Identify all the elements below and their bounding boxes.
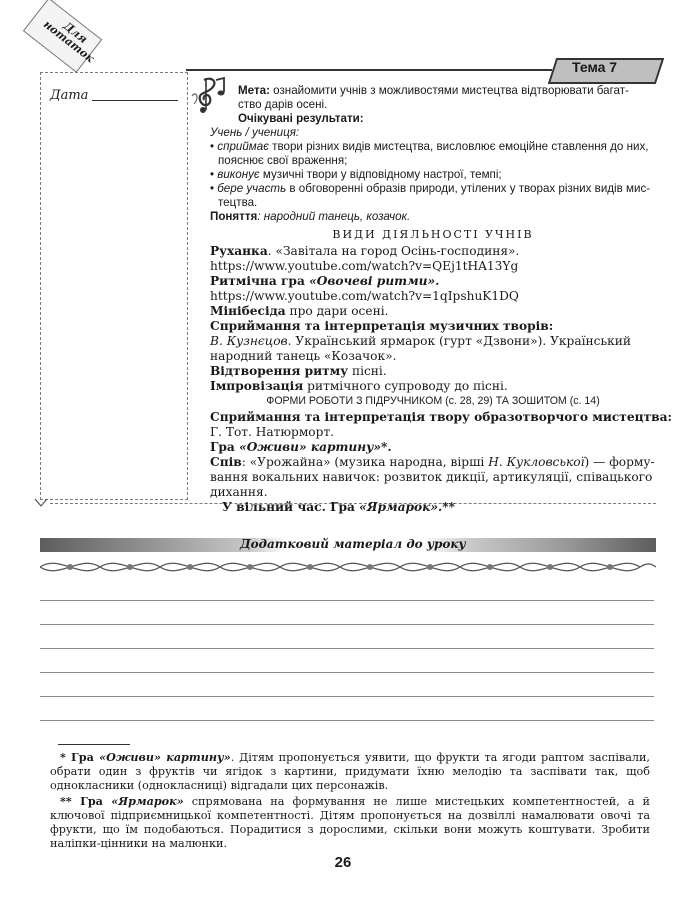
- free-time-line: У вільний час. Гра «Ярмарок».**: [222, 500, 456, 514]
- perception-line-1: В. Кузнєцов. Український ярмарок (гурт «Дзвони»). Український: [210, 334, 631, 348]
- result-item-2: • виконує музичні твори у відповідному настрої, темпі;: [210, 168, 502, 181]
- concepts-line: Поняття: народний танець, козачок.: [210, 210, 411, 223]
- warmup-url[interactable]: https://www.youtube.com/watch?v=QEj1tHA13Yg: [210, 259, 519, 273]
- music-note-icon: [190, 74, 230, 114]
- footnote-rule: [58, 744, 130, 745]
- goal-label: Мета:: [238, 84, 270, 97]
- theme-rule: [186, 69, 552, 71]
- footnote-2: ** Гра «Ярмарок» спрямована на формування не лише мистецьких компетентностей, а й ключової підприємницької компетентності. Дітям пропонується на дозвіллі намалювати овочі та фрукти, що їм подобаються. Порадитися з дорослими, скільки вони можуть коштувати. Зробити наліпки-цінники на малюнки.: [50, 794, 650, 850]
- writing-line[interactable]: [40, 648, 654, 649]
- result-item-3-cont: тецтва.: [218, 196, 258, 209]
- writing-line[interactable]: [40, 720, 654, 721]
- activities-heading: ВИДИ ДІЯЛЬНОСТІ УЧНІВ: [332, 228, 534, 241]
- minichat-line: Мінібесіда про дари осені.: [210, 304, 389, 318]
- forms-heading: ФОРМИ РОБОТИ З ПІДРУЧНИКОМ (с. 28, 29) ТА ЗОШИТОМ (с. 14): [266, 395, 600, 407]
- writing-line[interactable]: [40, 624, 654, 625]
- rhythm-repro-line: Відтворення ритму пісні.: [210, 364, 387, 378]
- ornament-divider: [40, 552, 656, 582]
- writing-line[interactable]: [40, 672, 654, 673]
- perception-label: Сприймання та інтерпретація музичних творів:: [210, 319, 554, 333]
- writing-line[interactable]: [40, 600, 654, 601]
- singing-line-2: вання вокальних навичок: розвиток дикції, артикуляції, співацького: [210, 470, 653, 484]
- additional-title: Додатковий матеріал до уроку: [240, 537, 466, 551]
- art-text: Г. Тот. Натюрморт.: [210, 425, 335, 439]
- art-label: Сприймання та інтерпретація твору образотворчого мистецтва:: [210, 410, 673, 424]
- rhythm-game-url[interactable]: https://www.youtube.com/watch?v=1qIpshuK1DQ: [210, 289, 519, 303]
- page-number: 26: [334, 854, 352, 871]
- results-subject: Учень / учениця:: [210, 126, 300, 139]
- results-label: Очікувані результати:: [238, 112, 364, 125]
- arrow-down-icon: [33, 496, 49, 510]
- result-item-1: • сприймає твори різних видів мистецтва, висловлює емоційне ставлення до них,: [210, 140, 649, 153]
- warmup-line: Руханка. «Завітала на город Осінь-господиня».: [210, 244, 520, 258]
- goal-line-2: ство дарів осені.: [238, 98, 328, 111]
- date-input-line[interactable]: [92, 100, 178, 101]
- notes-tag: [30, 12, 100, 64]
- rhythm-game-line: Ритмічна гра «Овочеві ритми».: [210, 274, 440, 288]
- improv-line: Імпровізація ритмічного супроводу до пісні.: [210, 379, 508, 393]
- singing-line-3: дихання.: [210, 485, 268, 499]
- singing-line-1: Спів: «Урожайна» (музика народна, вірші Н. Кукловської) — форму-: [210, 455, 655, 469]
- notes-frame: [40, 72, 188, 500]
- date-label: Дата: [50, 88, 89, 103]
- goal-text: ознайомити учнів з можливостями мистецтва відтворювати багат-: [269, 84, 629, 97]
- theme-label: Тема 7: [572, 59, 618, 75]
- result-item-1-cont: пояснює свої враження;: [218, 154, 348, 167]
- game-line: Гра «Оживи» картину»*.: [210, 440, 392, 454]
- writing-line[interactable]: [40, 696, 654, 697]
- goal-line-1: [238, 84, 658, 98]
- result-item-3: • бере участь в обговоренні образів природи, утілених у творах різних видів мис-: [210, 182, 651, 195]
- perception-line-2: народний танець «Козачок».: [210, 349, 397, 363]
- notes-tag-label: Для нотаток: [40, 17, 97, 66]
- footnote-1: * Гра «Оживи» картину». Дітям пропонується уявити, що фрукти та ягоди раптом заспівали, обрати один з фруктів чи ягідок з картини, придумати їхню мелодію та заспівати так, щоб однокласники (однокласниці) відгадали цих персонажів.: [50, 750, 650, 792]
